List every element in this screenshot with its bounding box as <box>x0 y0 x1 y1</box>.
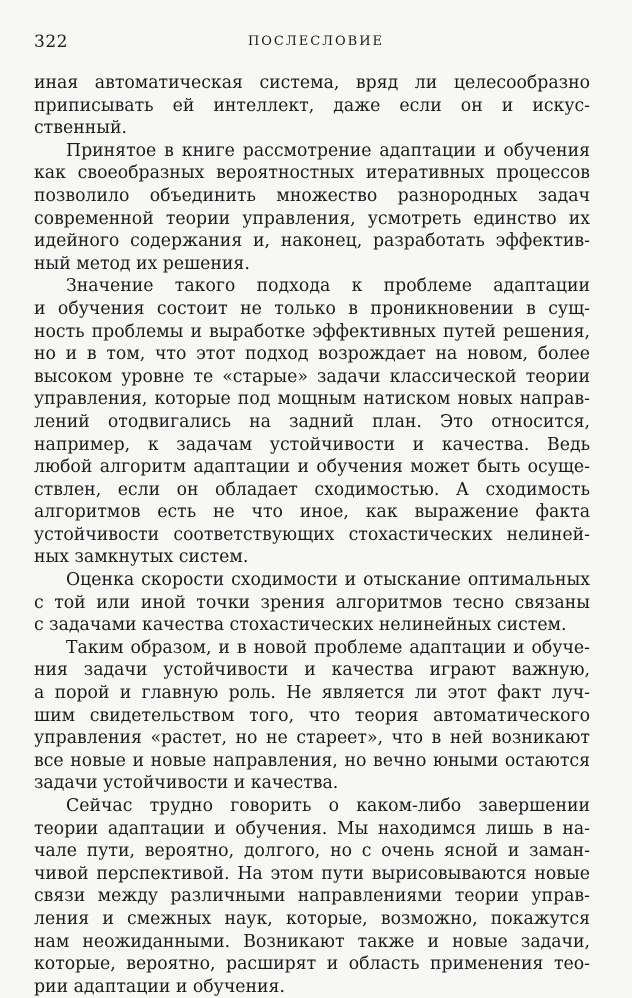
text-line: рии адаптации и обучения. <box>34 976 285 997</box>
text-line: теории адаптации и обучения. Мы находимся лишь в на- <box>34 818 590 839</box>
text-line: лений отодвигались на задний план. Это относится, <box>34 411 590 432</box>
text-line: ный метод их решения. <box>34 253 250 274</box>
text-line: иная автоматическая система, вряд ли целесообразно <box>34 73 590 93</box>
text-line: ния задачи устойчивости и качества играют важную, <box>34 660 590 681</box>
text-line: которые, вероятно, расширят и область применения тео- <box>34 954 590 975</box>
text-line: Оценка скорости сходимости и отыскание оптимальных <box>66 570 590 591</box>
text-line: шим свидетельством того, что теория автоматического <box>34 705 590 726</box>
text-line: связи между различными направлениями теории управ- <box>34 886 590 907</box>
text-line: устойчивости соответствующих стохастических нелиней- <box>34 524 590 545</box>
text-line: управления, которые под мощным натиском новых направ- <box>34 389 590 410</box>
text-line: нам неожиданными. Возникают также и новые задачи, <box>34 931 590 952</box>
text-line: все новые и новые направления, но вечно юными остаются <box>34 750 590 771</box>
text-line: Сейчас трудно говорить о каком-либо завершении <box>66 796 590 816</box>
page-number: 322 <box>34 32 68 52</box>
text-line: например, к задачам устойчивости и качества. Ведь <box>34 434 590 455</box>
text-line: ления и смежных наук, которые, возможно, покажутся <box>34 908 590 929</box>
text-line: приписывать ей интеллект, даже если он и искус- <box>34 95 590 116</box>
text-line: с задачами качества стохастических нелинейных систем. <box>34 615 567 636</box>
text-line: идейного содержания и, наконец, разработать эффектив- <box>34 231 590 252</box>
text-line: как своеобразных вероятностных итеративных процессов <box>34 163 590 184</box>
text-line: алгоритмов есть не что иное, как выражение факта <box>34 502 590 523</box>
text-line: ствлен, если он обладает сходимостью. А сходимость <box>34 479 590 500</box>
text-line: чале пути, вероятно, долгого, но с очень ясной и заман- <box>34 841 590 862</box>
text-line: Принятое в книге рассмотрение адаптации и обучения <box>66 140 590 161</box>
page-header <box>34 32 598 54</box>
text-line: задачи устойчивости и качества. <box>34 773 339 794</box>
text-line: чивой перспективой. На этом пути вырисовываются новые <box>34 863 590 884</box>
text-line: но и в том, что этот подход возрождает на новом, более <box>34 344 590 365</box>
text-line: ственный. <box>34 118 127 139</box>
text-line: Таким образом, и в новой проблеме адаптации и обуче- <box>66 637 590 658</box>
text-line: и обучения состоит не только в проникновении в сущ- <box>34 298 590 319</box>
text-line: современной теории управления, усмотреть единство их <box>34 208 590 229</box>
body-text <box>34 72 590 998</box>
text-line: ных замкнутых систем. <box>34 547 249 568</box>
running-head: ПОСЛЕСЛОВИЕ <box>247 34 385 49</box>
text-line: управления «растет, но не стареет», что в ней возникают <box>34 728 590 749</box>
text-line: любой алгоритм адаптации и обучения может быть осуще- <box>34 457 590 478</box>
text-line: Значение такого подхода к проблеме адаптации <box>66 276 590 297</box>
text-line: а порой и главную роль. Не является ли этот факт луч- <box>34 683 590 704</box>
text-line: позволило объединить множество разнородных задач <box>34 185 590 206</box>
text-line: с той или иной точки зрения алгоритмов тесно связаны <box>34 592 590 613</box>
text-line: высоком уровне те «старые» задачи классической теории <box>34 366 590 387</box>
text-line: ность проблемы и выработке эффективных путей решения, <box>34 321 590 342</box>
